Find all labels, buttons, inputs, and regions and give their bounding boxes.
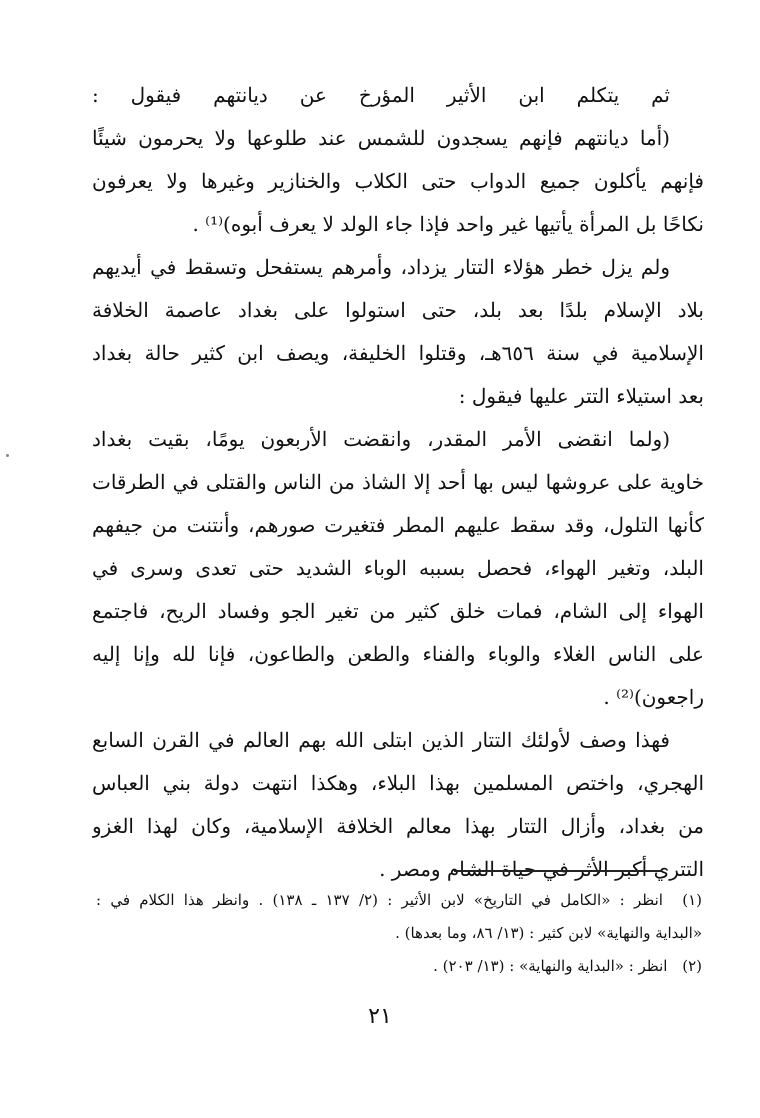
text-line: التتري أكبر الأثر في حياة الشام ومصر . [379, 857, 704, 881]
footnote-number: (١) [682, 891, 702, 909]
footnote-text: انظر : «البداية والنهاية» : (١٣/ ٢٠٣) . [433, 957, 668, 975]
text-line: ولم يزل خطر هؤلاء التتار يزداد، وأمرهم يستفحل وتسقط في أيديهم [92, 255, 670, 279]
footnotes [96, 884, 702, 983]
text-line: الهجري، واختص المسلمين بهذا البلاء، وهكذا انتهت دولة بني العباس [92, 771, 704, 795]
text-line: من بغداد، وأزال التتار بهذا معالم الخلافة الإسلامية، وكان لهذا الغزو [92, 814, 704, 838]
text-line: الإسلامية في سنة ٦٥٦هـ، وقتلوا الخليفة، ويصف ابن كثير حالة بغداد [92, 341, 704, 365]
page-number: ٢١ [368, 1004, 392, 1029]
text-line: الهواء إلى الشام، فمات خلق كثير من تغير الجو وفساد الريح، فاجتمع [92, 599, 704, 623]
text-line: نكاحًا بل المرأة يأتيها غير واحد فإذا جاء الولد لا يعرف أبوه)⁽¹⁾ . [192, 212, 704, 236]
text-line: (أما ديانتهم فإنهم يسجدون للشمس عند طلوعها ولا يحرمون شيئًا [92, 126, 670, 150]
text-line: ثم يتكلم ابن الأثير المؤرخ عن ديانتهم فيقول : [92, 83, 670, 107]
margin-speck [6, 454, 9, 457]
text-line: (ولما انقضى الأمر المقدر، وانقضت الأربعون يومًا، بقيت بغداد [92, 427, 670, 451]
text-line: على الناس الغلاء والوباء والفناء والطعن والطاعون، فإنا لله وإنا إليه [92, 642, 704, 666]
footnote-1 [96, 884, 702, 917]
footnote-number: (٢) [682, 957, 702, 975]
text-line: راجعون)⁽²⁾ . [603, 685, 704, 709]
text-line: كأنها التلول، وقد سقط عليهم المطر فتغيرت صورهم، وأنتنت من جيفهم [92, 513, 704, 537]
footnote-text: انظر : «الكامل في التاريخ» لابن الأثير : (٢/ ١٣٧ ـ ١٣٨) . وانظر هذا الكلام في : [96, 891, 663, 909]
text-line: فإنهم يأكلون جميع الدواب حتى الكلاب والخنازير وغيرها ولا يعرفون [92, 169, 704, 193]
text-line: خاوية على عروشها ليس بها أحد إلا الشاذ من الناس والقتلى في الطرقات [92, 470, 704, 494]
footnote-1-continued: «البداية والنهاية» لابن كثير : (١٣/ ٨٦، وما بعدها) . [395, 924, 702, 942]
text-line: البلد، وتغير الهواء، فحصل بسببه الوباء الشديد حتى تعدى وسرى في [92, 556, 704, 580]
main-text [92, 74, 704, 891]
text-line: فهذا وصف لأولئك التتار الذين ابتلى الله بهم العالم في القرن السابع [92, 728, 670, 752]
text-line: بلاد الإسلام بلدًا بعد بلد، حتى استولوا على بغداد عاصمة الخلافة [92, 298, 704, 322]
text-line: بعد استيلاء التتر عليها فيقول : [458, 384, 704, 408]
footnote-2 [96, 950, 702, 983]
footnote-separator [454, 870, 662, 872]
